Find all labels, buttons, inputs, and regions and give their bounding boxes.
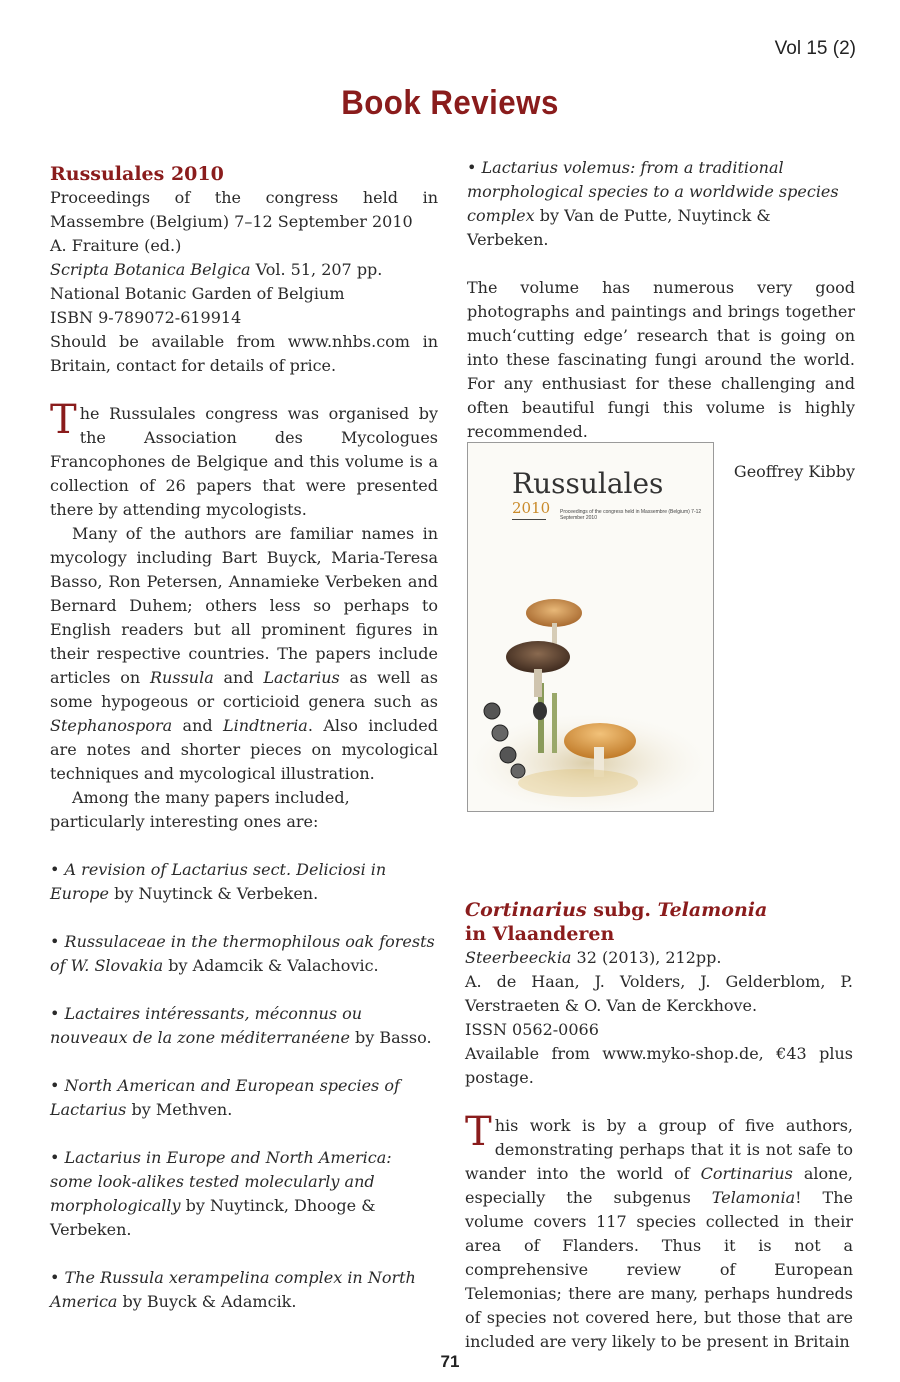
cover-year: 2010: [512, 499, 551, 517]
genus-name: Telamonia: [711, 1188, 796, 1207]
paper-title: Lactaires intéressants, méconnus ou nouveaux de la zone méditerranéene: [50, 1004, 363, 1047]
title-text: in Vlaanderen: [465, 923, 615, 945]
second-review: [465, 898, 853, 1354]
text-run: and: [213, 668, 264, 687]
page-title: Book Reviews: [341, 84, 559, 122]
review-meta: Proceedings of the congress held in Massembre (Belgium) 7–12 September 2010: [50, 188, 438, 231]
paper-authors: by Nuytinck, Dhooge & Verbeken.: [50, 1196, 376, 1239]
paper-item: • North American and European species of Lactarius by Methven.: [50, 1076, 400, 1119]
right-column: [467, 156, 855, 484]
paper-title: The Russula xerampelina complex in North America: [50, 1268, 416, 1311]
title-genus: Cortinarius: [465, 899, 587, 921]
paper-title: North American and European species of Lactarius: [50, 1076, 400, 1119]
genus-name: Russula: [150, 668, 214, 687]
genus-name: Lactarius: [263, 668, 340, 687]
paper-item: • The Russula xerampelina complex in North America by Buyck & Adamcik.: [50, 1268, 416, 1311]
text-run: his work is by a group of five authors, demonstrating perhaps that it is not safe to wander into the world of: [465, 1116, 853, 1183]
text-run: alone, especially the subgenus: [465, 1164, 854, 1207]
paper-item: • Lactarius volemus: from a traditional morphological species to a worldwide species complex by Van de Putte, Nuytinck & Verbeken.: [467, 158, 839, 249]
genus-name: Stephanospora: [50, 716, 173, 735]
genus-name: Lindtneria: [223, 716, 308, 735]
review-availability: Available from www.myko-shop.de, €43 plus postage.: [465, 1044, 853, 1087]
paper-title: Russulaceae in the thermophilous oak forests of W. Slovakia: [50, 932, 435, 975]
paper-title: A revision of Lactarius sect. Deliciosi in Europe: [50, 860, 387, 903]
volume-label: Vol 15 (2): [774, 38, 856, 59]
text-run: ! The volume covers 117 species collected in their area of Flanders. Thus it is not a comprehensive review of European Telemonias; there are many, perhaps hundreds of species not covered here, but those that are included are very likely to be present in Britain: [465, 1188, 854, 1351]
text-run: as well as some hypogeous or corticioid genera such as: [50, 668, 439, 711]
title-subgenus: Telamonia: [657, 899, 768, 921]
review-title: [465, 898, 853, 946]
mushroom-illustration: [468, 443, 713, 811]
review-signature: Geoffrey Kibby: [733, 462, 855, 481]
paragraph-text: he Russulales congress was organised by the Association des Mycologues Francophones de Belgique and this volume is a collection of 26 papers that were presented there by attending mycologists.: [50, 404, 438, 519]
cover-subtitle: Proceedings of the congress held in Massembre (Belgium) 7-12 September 2010: [560, 509, 702, 521]
review-publisher: National Botanic Garden of Belgium: [50, 284, 345, 303]
paper-authors: by Adamcik & Valachovic.: [163, 956, 379, 975]
review-closing: The volume has numerous very good photographs and paintings and brings together much‘cutting edge’ research that is going on into these fascinating fungi around the world. For any enthusiast for these challenging and often beautiful fungi this volume is highly recommended.: [467, 278, 855, 441]
left-column: [50, 162, 438, 1314]
review-issn: ISSN 0562-0066: [465, 1020, 599, 1039]
review-availability: Should be available from www.nhbs.com in Britain, contact for details of price.: [50, 332, 438, 375]
review-editor: A. Fraiture (ed.): [50, 236, 182, 255]
page-number: 71: [440, 1352, 460, 1371]
series-name: Scripta Botanica Belgica: [50, 260, 251, 279]
paper-item: • Lactaires intéressants, méconnus ou nouveaux de la zone méditerranéene by Basso.: [50, 1004, 432, 1047]
paper-authors: by Methven.: [126, 1100, 233, 1119]
text-run: Many of the authors are familiar names in mycology including Bart Buyck, Maria-Teresa Basso, Ron Petersen, Annamieke Verbeken and Bernard Duhem; others less so perhaps to English readers but all prominent figures in their respective countries. The papers include articles on: [50, 524, 438, 687]
paper-authors: by Van de Putte, Nuytinck & Verbeken.: [467, 206, 771, 249]
review-journal: [465, 946, 853, 970]
paper-title: Lactarius in Europe and North America: some look-alikes tested molecularly and morphologically: [50, 1148, 392, 1215]
review-authors: A. de Haan, J. Volders, J. Gelderblom, P. Verstraeten & O. Van de Kerckhove.: [465, 972, 853, 1015]
review-isbn: ISBN 9-789072-619914: [50, 308, 242, 327]
paper-item: • Russulaceae in the thermophilous oak forests of W. Slovakia by Adamcik & Valachovic.: [50, 932, 435, 975]
review-paragraph-1: [50, 397, 438, 522]
journal-details: 32 (2013), 212pp.: [571, 948, 722, 967]
review-paragraph-2: [50, 522, 438, 786]
genus-name: Cortinarius: [700, 1164, 793, 1183]
review-title: Russulales 2010: [50, 163, 224, 185]
series-details: Vol. 51, 207 pp.: [250, 260, 383, 279]
cover-title: Russulales: [512, 467, 664, 500]
paper-item: • Lactarius in Europe and North America: some look-alikes tested molecularly and morphologically by Nuytinck, Dhooge & Verbeken.: [50, 1148, 392, 1239]
journal-name: Steerbeeckia: [465, 948, 572, 967]
review-paragraph-3: Among the many papers included, particularly interesting ones are:: [50, 788, 350, 831]
paper-authors: by Nuytinck & Verbeken.: [108, 884, 319, 903]
paper-authors: by Basso.: [349, 1028, 432, 1047]
paper-authors: by Buyck & Adamcik.: [117, 1292, 297, 1311]
drop-cap: T: [50, 397, 77, 443]
book-cover-image: [467, 442, 714, 812]
drop-cap: T: [465, 1109, 492, 1155]
review-paragraph-1: [465, 1109, 854, 1354]
review-series: [50, 258, 438, 282]
paper-title: Lactarius volemus: from a traditional morphological species to a worldwide species complex: [467, 158, 839, 225]
text-run: . Also included are notes and shorter pieces on mycological techniques and mycological illustration.: [50, 716, 438, 783]
paper-item: • A revision of Lactarius sect. Deliciosi in Europe by Nuytinck & Verbeken.: [50, 860, 387, 903]
text-run: and: [172, 716, 224, 735]
title-text: subg.: [586, 899, 658, 921]
